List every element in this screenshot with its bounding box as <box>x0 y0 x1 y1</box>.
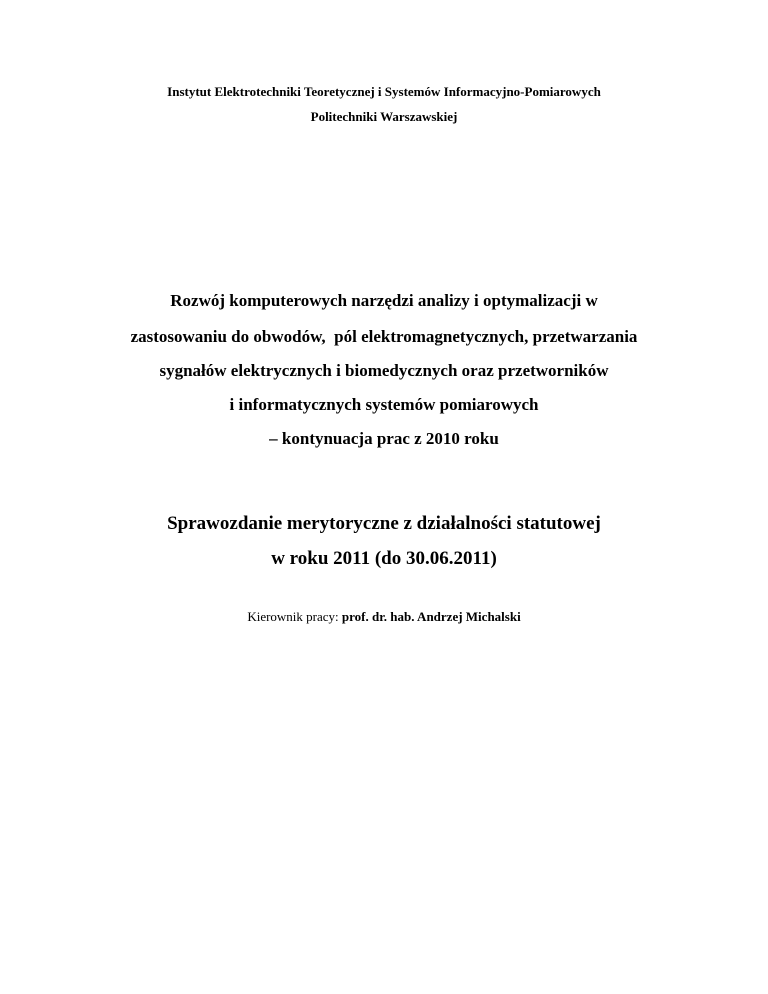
supervisor-name: prof. dr. hab. Andrzej Michalski <box>341 609 521 624</box>
title-line-1: Rozwój komputerowych narzędzi analizy i optymalizacji w <box>170 291 598 310</box>
title-line-3: sygnałów elektrycznych i biomedycznych oraz przetworników <box>159 361 609 380</box>
supervisor-line <box>0 609 768 625</box>
supervisor-label: Kierownik pracy: <box>247 609 342 624</box>
report-title-line-1: Sprawozdanie merytoryczne z działalności statutowej <box>167 513 601 534</box>
title-line-5: – kontynuacja prac z 2010 roku <box>269 429 499 448</box>
university-name: Politechniki Warszawskiej <box>310 109 458 124</box>
title-line-4: i informatycznych systemów pomiarowych <box>229 395 539 414</box>
institute-name: Instytut Elektrotechniki Teoretycznej i Systemów Informacyjno-Pomiarowych <box>167 84 601 99</box>
title-line-2: zastosowaniu do obwodów, pól elektromagnetycznych, przetwarzania <box>130 327 638 346</box>
report-title-line-2: w roku 2011 (do 30.06.2011) <box>271 548 497 569</box>
